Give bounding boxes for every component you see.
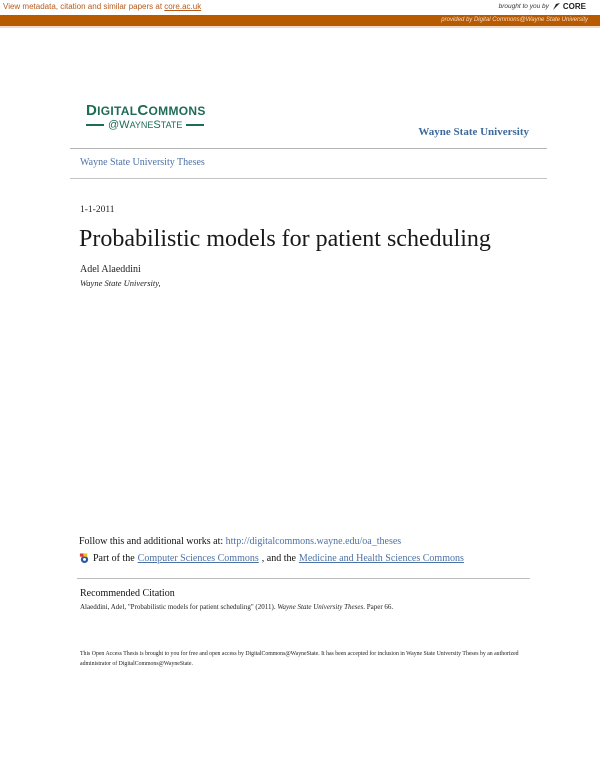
citation-text: Alaeddini, Adel, "Probabilistic models for patient scheduling" (2011). Wayne State University Theses. Paper 66. xyxy=(80,603,394,611)
author-affiliation: Wayne State University, xyxy=(80,278,161,288)
divider xyxy=(70,178,547,179)
band-shadow xyxy=(0,26,600,28)
core-logo xyxy=(552,2,586,11)
open-access-notice: This Open Access Thesis is brought to you for free and open access by DigitalCommons@WayneState. It has been accepted for inclusion in Wayne State University Theses by an authorized administrator of DigitalCommons@WayneState. xyxy=(80,651,519,667)
brought-text: brought to you by xyxy=(498,3,549,10)
core-label: CORE xyxy=(562,2,586,11)
medicine-health-sciences-commons-link[interactable]: Medicine and Health Sciences Commons xyxy=(298,553,464,564)
logo-rule-right xyxy=(186,124,204,125)
author-name: Adel Alaeddini xyxy=(80,264,141,275)
core-metadata-notice xyxy=(3,2,201,11)
institution-name[interactable]: Wayne State University xyxy=(418,126,529,138)
metadata-text: View metadata, citation and similar papers at xyxy=(3,2,165,11)
series-link[interactable]: Wayne State University Theses xyxy=(80,157,205,168)
provided-by-text: provided by Digital Commons@Wayne State University xyxy=(441,17,588,23)
follow-text: Follow this and additional works at: xyxy=(79,536,226,547)
document-title: Probabilistic models for patient scheduling xyxy=(79,226,491,252)
follow-line xyxy=(79,536,401,547)
follow-url-link[interactable]: http://digitalcommons.wayne.edu/oa_theses xyxy=(225,536,402,547)
core-logo-icon xyxy=(552,2,561,11)
part-of-text: Part of the xyxy=(93,553,135,564)
core-link[interactable]: core.ac.uk xyxy=(164,2,202,11)
logo-line-2: @WAYNESTATE xyxy=(86,119,226,131)
logo-line-1: DIGITALCOMMONS xyxy=(86,102,206,119)
citation-series: Wayne State University Theses xyxy=(277,603,364,611)
publication-date: 1-1-2011 xyxy=(80,205,115,215)
computer-sciences-commons-link[interactable]: Computer Sciences Commons xyxy=(137,553,259,564)
logo-rule-left xyxy=(86,124,104,125)
citation-heading: Recommended Citation xyxy=(80,588,175,599)
part-of-line: Part of the Computer Sciences Commons , and the Medicine and Health Sciences Commons xyxy=(79,553,464,564)
brought-by-core[interactable] xyxy=(499,2,586,11)
digital-commons-logo[interactable] xyxy=(86,102,226,131)
divider xyxy=(77,578,530,579)
bepress-commons-icon xyxy=(79,553,90,564)
divider xyxy=(70,148,547,149)
